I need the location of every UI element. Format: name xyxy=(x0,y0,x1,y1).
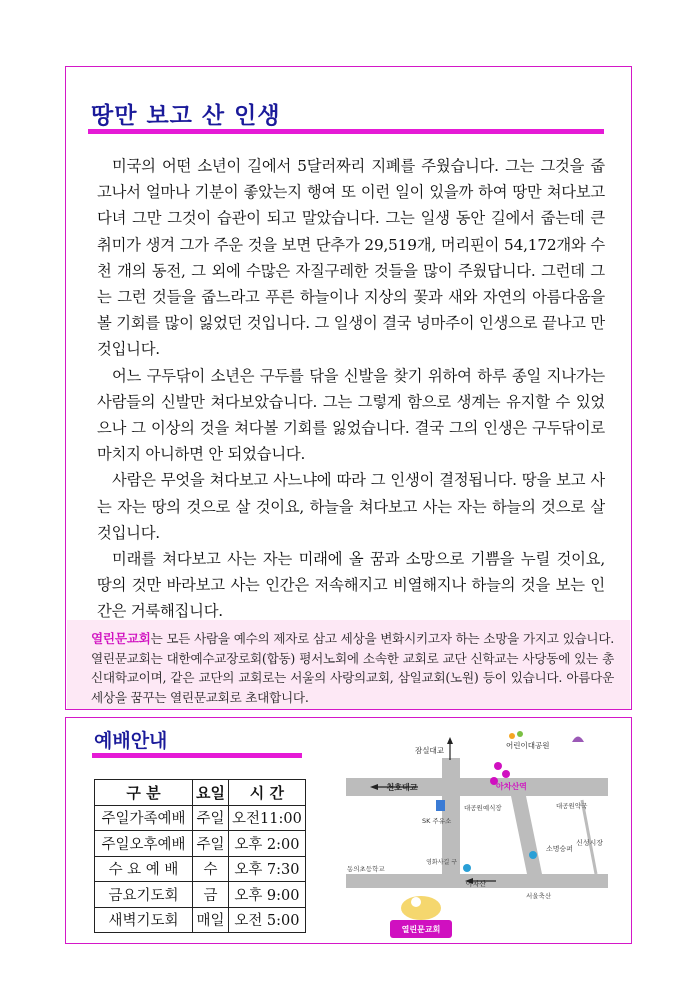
article-paragraph-4: 미래를 쳐다보고 사는 자는 미래에 올 꿈과 소망으로 기쁨을 누릴 것이요, 땅의 것만 바라보고 사는 인간은 저속해지고 비열해지나 하늘의 것을 보는 인간은 거룩해집니다. xyxy=(97,550,605,621)
label-gwangjin-office: 영화사길 구 xyxy=(426,859,457,866)
store-icon xyxy=(529,851,537,859)
promo-text: 는 모든 사람을 예수의 제자로 삼고 세상을 변화시키고자 하는 소망을 가지고 있습니다. 열린문교회는 대한예수교장로회(합동) 평서노회에 소속한 교회로 교단 신학교는 사당동에 있는 총신대학교이며, 같은 교단의 교회로는 서울의 사랑의교회, 삼일교회(노원) 등이 있습니다. 아름다운 세상을 꿈꾸는 열린문교회로 초대합니다. xyxy=(91,631,614,705)
service-name: 주일가족예배 xyxy=(95,805,193,831)
label-somyeong: 소명승퍼 xyxy=(546,845,574,853)
label-sinseong-market: 신성시장 xyxy=(576,839,604,847)
service-day: 주일 xyxy=(193,805,229,831)
article-body xyxy=(97,153,605,625)
service-name: 금요기도회 xyxy=(95,882,193,908)
header-day: 요일 xyxy=(193,780,229,806)
service-day: 금 xyxy=(193,882,229,908)
tree-icon xyxy=(509,733,515,739)
service-day: 수 xyxy=(193,856,229,882)
table-row xyxy=(95,856,306,882)
service-time: 오전11:00 xyxy=(229,805,306,831)
service-time: 오후 2:00 xyxy=(229,831,306,857)
header-time: 시 간 xyxy=(229,780,306,806)
tree-icon xyxy=(517,731,523,737)
service-time: 오후 9:00 xyxy=(229,882,306,908)
label-jamsil-bridge: 잠실대교 xyxy=(415,746,444,755)
service-day: 매일 xyxy=(193,907,229,933)
location-map xyxy=(346,728,616,940)
service-time: 오후 7:30 xyxy=(229,856,306,882)
table-row xyxy=(95,907,306,933)
worship-schedule-table xyxy=(94,779,306,933)
road-side xyxy=(582,800,596,874)
label-dongui-school: 동의초등학교 xyxy=(347,865,385,873)
promo-church-name: 열린문교회 xyxy=(91,631,151,646)
station-icon xyxy=(494,762,502,770)
label-acha-station: 아차산역 xyxy=(496,782,527,791)
label-kids-park: 어린이대공원 xyxy=(506,741,550,750)
umbrella-icon xyxy=(572,737,584,743)
header-category: 구 분 xyxy=(95,780,193,806)
arrow-head-icon xyxy=(447,737,453,744)
label-church: 열린문교회 xyxy=(401,925,441,934)
service-name: 수 요 예 배 xyxy=(95,856,193,882)
worship-title-underline xyxy=(92,753,302,758)
title-underline xyxy=(88,129,604,134)
church-illustration xyxy=(401,896,441,920)
label-daegongwon-pharmacy: 대공원약국 xyxy=(556,802,588,810)
table-row xyxy=(95,831,306,857)
station-icon xyxy=(502,770,510,778)
table-row xyxy=(95,882,306,908)
article-paragraph-1: 미국의 어떤 소년이 길에서 5달러짜리 지폐를 주웠습니다. 그는 그것을 줍고나서 얼마나 기분이 좋았는지 행여 또 이런 일이 있을까 하여 땅만 쳐다보고 다녀 그만 그것이 습관이 되고 말았습니다. 그는 일생 동안 길에서 줍는데 큰 취미가 생겨 그가 주운 것을 보면 단추가 29,519개, 머리핀이 54,172개와 수천 개의 동전, 그 외에 수많은 자질구레한 것들을 많이 주웠답니다. 그런데 그는 그런 것들을 줍느라고 푸른 하늘이나 지상의 꽃과 새와 자연의 아름다움을 볼 기회를 많이 잃었던 것입니다. 그 일생이 결국 넝마주이 인생으로 끝나고 만 것입니다. xyxy=(97,157,605,359)
article-title: 땅만 보고 산 인생 xyxy=(91,103,281,129)
worship-title: 예배안내 xyxy=(94,730,168,752)
article-paragraph-3: 사람은 무엇을 쳐다보고 사느냐에 따라 그 인생이 결정됩니다. 땅을 보고 사는 자는 땅의 것으로 살 것이요, 하늘을 쳐다보고 사는 자는 하늘의 것으로 살 것입니다. xyxy=(97,471,605,542)
label-daegongwon-hall: 대공원예식장 xyxy=(464,804,502,812)
church-illustration-detail xyxy=(411,897,421,907)
label-sk-gas: SK 주유소 xyxy=(422,817,452,825)
article-paragraph-2: 어느 구두닦이 소년은 구두를 닦을 신발을 찾기 위하여 하루 종일 지나가는 사람들의 신발만 쳐다보았습니다. 그는 그렇게 함으로 생계는 유지할 수 있었으나 그 이상의 것을 쳐다볼 기회를 잃었습니다. 결국 그의 인생은 구두닦이로 마치지 아니하면 안 되었습니다. xyxy=(97,366,605,464)
church-promo-box xyxy=(67,620,630,709)
road-diagonal xyxy=(511,796,542,874)
office-icon xyxy=(463,864,471,872)
table-header-row xyxy=(95,780,306,806)
worship-info-box xyxy=(65,717,632,944)
label-cheonho-bridge: 천호대교 xyxy=(386,783,418,792)
service-name: 주일오후예배 xyxy=(95,831,193,857)
gas-station-icon xyxy=(436,800,445,811)
article-box xyxy=(65,66,632,710)
label-acha-street: 아차산 xyxy=(465,880,487,888)
service-time: 오전 5:00 xyxy=(229,907,306,933)
label-seoul-livestock: 서울축산 xyxy=(526,892,552,900)
service-name: 새벽기도회 xyxy=(95,907,193,933)
service-day: 주일 xyxy=(193,831,229,857)
table-row xyxy=(95,805,306,831)
